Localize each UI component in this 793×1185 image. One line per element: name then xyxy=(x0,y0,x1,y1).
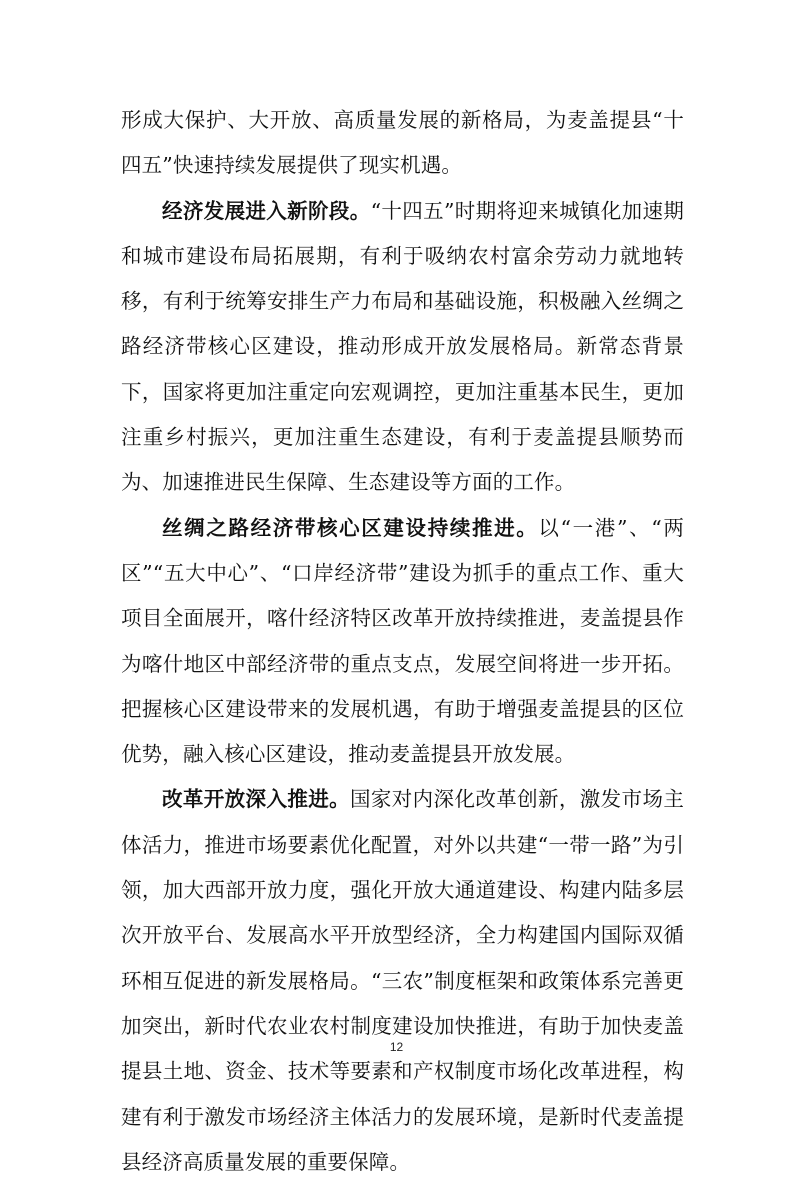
paragraph-reform-opening xyxy=(121,777,684,1185)
paragraph-continuation xyxy=(121,98,684,189)
paragraph-heading: 改革开放深入推进。 xyxy=(162,787,350,812)
paragraph-economic-development xyxy=(121,189,684,506)
paragraph-text: 形成大保护、大开放、高质量发展的新格局，为麦盖提县“十四五”快速持续发展提供了现实机遇。 xyxy=(121,108,684,178)
paragraph-text: 国家对内深化改革创新，激发市场主体活力，推进市场要素优化配置，对外以共建“一带一路”为引领，加大西部开放力度，强化开放大通道建设、构建内陆多层次开放平台、发展高水平开放型经济，全力构建国内国际双循环相互促进的新发展格局。“三农”制度框架和政策体系完善更加突出，新时代农业农村制度建设加快推进，有助于加快麦盖提县土地、资金、技术等要素和产权制度市场化改革进程，构建有利于激发市场经济主体活力的发展环境，是新时代麦盖提县经济高质量发展的重要保障。 xyxy=(121,787,684,1174)
page-number: 12 xyxy=(389,1040,404,1054)
paragraph-heading: 经济发展进入新阶段。 xyxy=(162,198,371,223)
body-text xyxy=(121,98,684,1185)
paragraph-text: 以“一港”、“两区”“五大中心”、“口岸经济带”建设为抓手的重点工作、重大项目全面展开，喀什经济特区改革开放持续推进，麦盖提县作为喀什地区中部经济带的重点支点，发展空间将进一步开拓。把握核心区建设带来的发展机遇，有助于增强麦盖提县的区位优势，融入核心区建设，推动麦盖提县开放发展。 xyxy=(121,515,684,767)
paragraph-text: “十四五”时期将迎来城镇化加速期和城市建设布局拓展期，有利于吸纳农村富余劳动力就地转移，有利于统筹安排生产力布局和基础设施，积极融入丝绸之路经济带核心区建设，推动形成开放发展格局。新常态背景下，国家将更加注重定向宏观调控，更加注重基本民生，更加注重乡村振兴，更加注重生态建设，有利于麦盖提县顺势而为、加速推进民生保障、生态建设等方面的工作。 xyxy=(121,198,684,495)
paragraph-heading: 丝绸之路经济带核心区建设持续推进。 xyxy=(162,515,539,540)
paragraph-silk-road-core-zone xyxy=(121,506,684,778)
